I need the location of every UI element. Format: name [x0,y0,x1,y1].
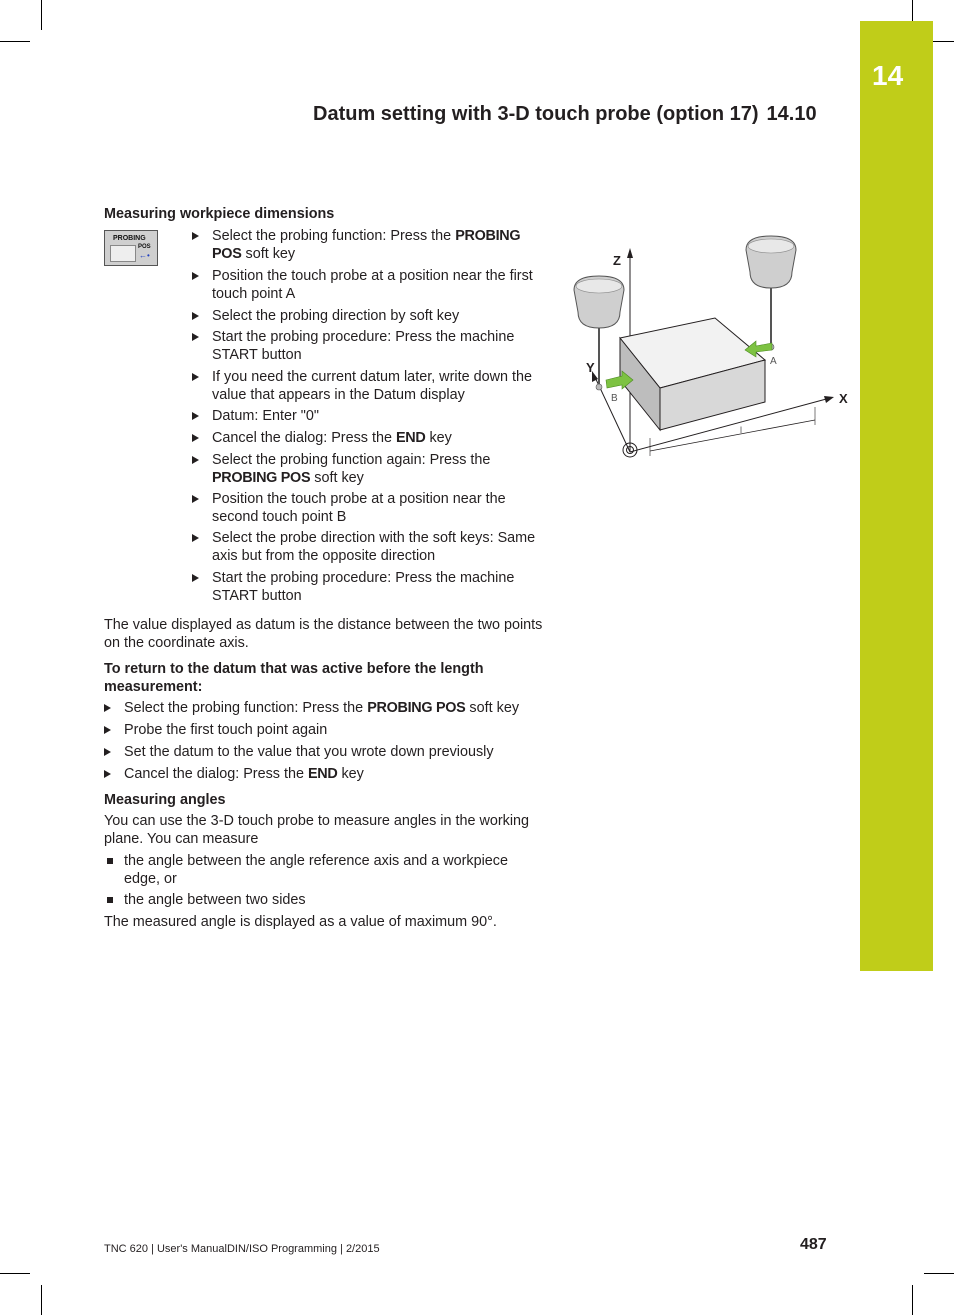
bullet-item: the angle between two sides [104,892,544,910]
triangle-bullet-icon [192,333,199,341]
triangle-bullet-icon [192,456,199,464]
angles-intro: You can use the 3-D touch probe to measure angles in the working plane. You can measure [104,813,530,847]
length-label: l [740,425,742,435]
footer-text: TNC 620 | User's ManualDIN/ISO Programming | 2/2015 [104,1243,380,1255]
step-item: Position the touch probe at a position near the first touch point A [192,268,542,303]
result-text: The value displayed as datum is the distance between the two points on the coordinate axis. [104,617,543,651]
x-axis-arrow [824,396,834,403]
touch-probe-figure [560,230,860,470]
step-item: Cancel the dialog: Press the END key [104,766,544,784]
triangle-bullet-icon [192,434,199,442]
probing-pos-softkey [104,230,158,266]
axis-label-x: X [839,391,848,406]
softkey-line2: POS [138,244,151,250]
angles-outro: The measured angle is displayed as a value of maximum 90°. [104,914,497,930]
step-item: Select the probing direction by soft key [192,308,542,326]
step-item: Probe the first touch point again [104,722,544,740]
touch-probe-right [746,236,796,350]
triangle-bullet-icon [192,373,199,381]
heading-measuring-angles: Measuring angles [104,792,226,808]
point-label-a: A [770,356,777,367]
triangle-bullet-icon [104,704,111,712]
page-number: 487 [800,1236,827,1253]
bullet-square-icon [107,897,113,903]
heading-measuring-dimensions: Measuring workpiece dimensions [104,206,335,222]
step-item: Set the datum to the value that you wrote down previously [104,744,544,762]
triangle-bullet-icon [192,534,199,542]
bullet-square-icon [107,858,113,864]
crop-mark [0,41,30,42]
step-item: Start the probing procedure: Press the machine START button [192,570,542,605]
z-axis-arrow [627,248,633,258]
step-item: Select the probe direction with the soft keys: Same axis but from the opposite direction [192,530,542,565]
triangle-bullet-icon [104,726,111,734]
header-section: 14.10 [766,103,817,125]
step-item: If you need the current datum later, write down the value that appears in the Datum display [192,369,542,404]
triangle-bullet-icon [192,495,199,503]
triangle-bullet-icon [104,770,111,778]
step-item: Select the probing function again: Press the PROBING POS soft key [192,452,542,487]
crop-mark [0,1273,30,1274]
axis-label-z: Z [613,253,621,268]
bullet-item: the angle between the angle reference axis and a workpiece edge, or [104,853,544,888]
crop-mark [924,1273,954,1274]
axis-label-y: Y [586,360,595,375]
header-title: Datum setting with 3-D touch probe (option 17) [313,103,759,125]
step-item: Select the probing function: Press the PROBING POS soft key [192,228,542,263]
page-header [313,103,853,126]
step-item: Datum: Enter "0" [192,408,542,426]
point-label-b: B [611,393,618,404]
softkey-line1: PROBING [113,235,146,242]
touch-probe-left [574,276,624,390]
step-item: Select the probing function: Press the PROBING POS soft key [104,700,544,718]
crop-mark [912,1285,913,1315]
triangle-bullet-icon [192,272,199,280]
softkey-display-icon [110,245,136,262]
triangle-bullet-icon [192,232,199,240]
step-item: Start the probing procedure: Press the machine START button [192,329,542,364]
heading-return-datum: To return to the datum that was active before the length measurement: [104,661,484,695]
arrow-left-icon: ←• [139,251,150,260]
chapter-number: 14 [872,60,904,91]
triangle-bullet-icon [104,748,111,756]
step-item: Cancel the dialog: Press the END key [192,430,542,448]
chapter-tab [860,21,933,971]
step-item: Position the touch probe at a position near the second touch point B [192,491,542,526]
crop-mark [41,0,42,30]
triangle-bullet-icon [192,574,199,582]
crop-mark [41,1285,42,1315]
triangle-bullet-icon [192,312,199,320]
triangle-bullet-icon [192,412,199,420]
